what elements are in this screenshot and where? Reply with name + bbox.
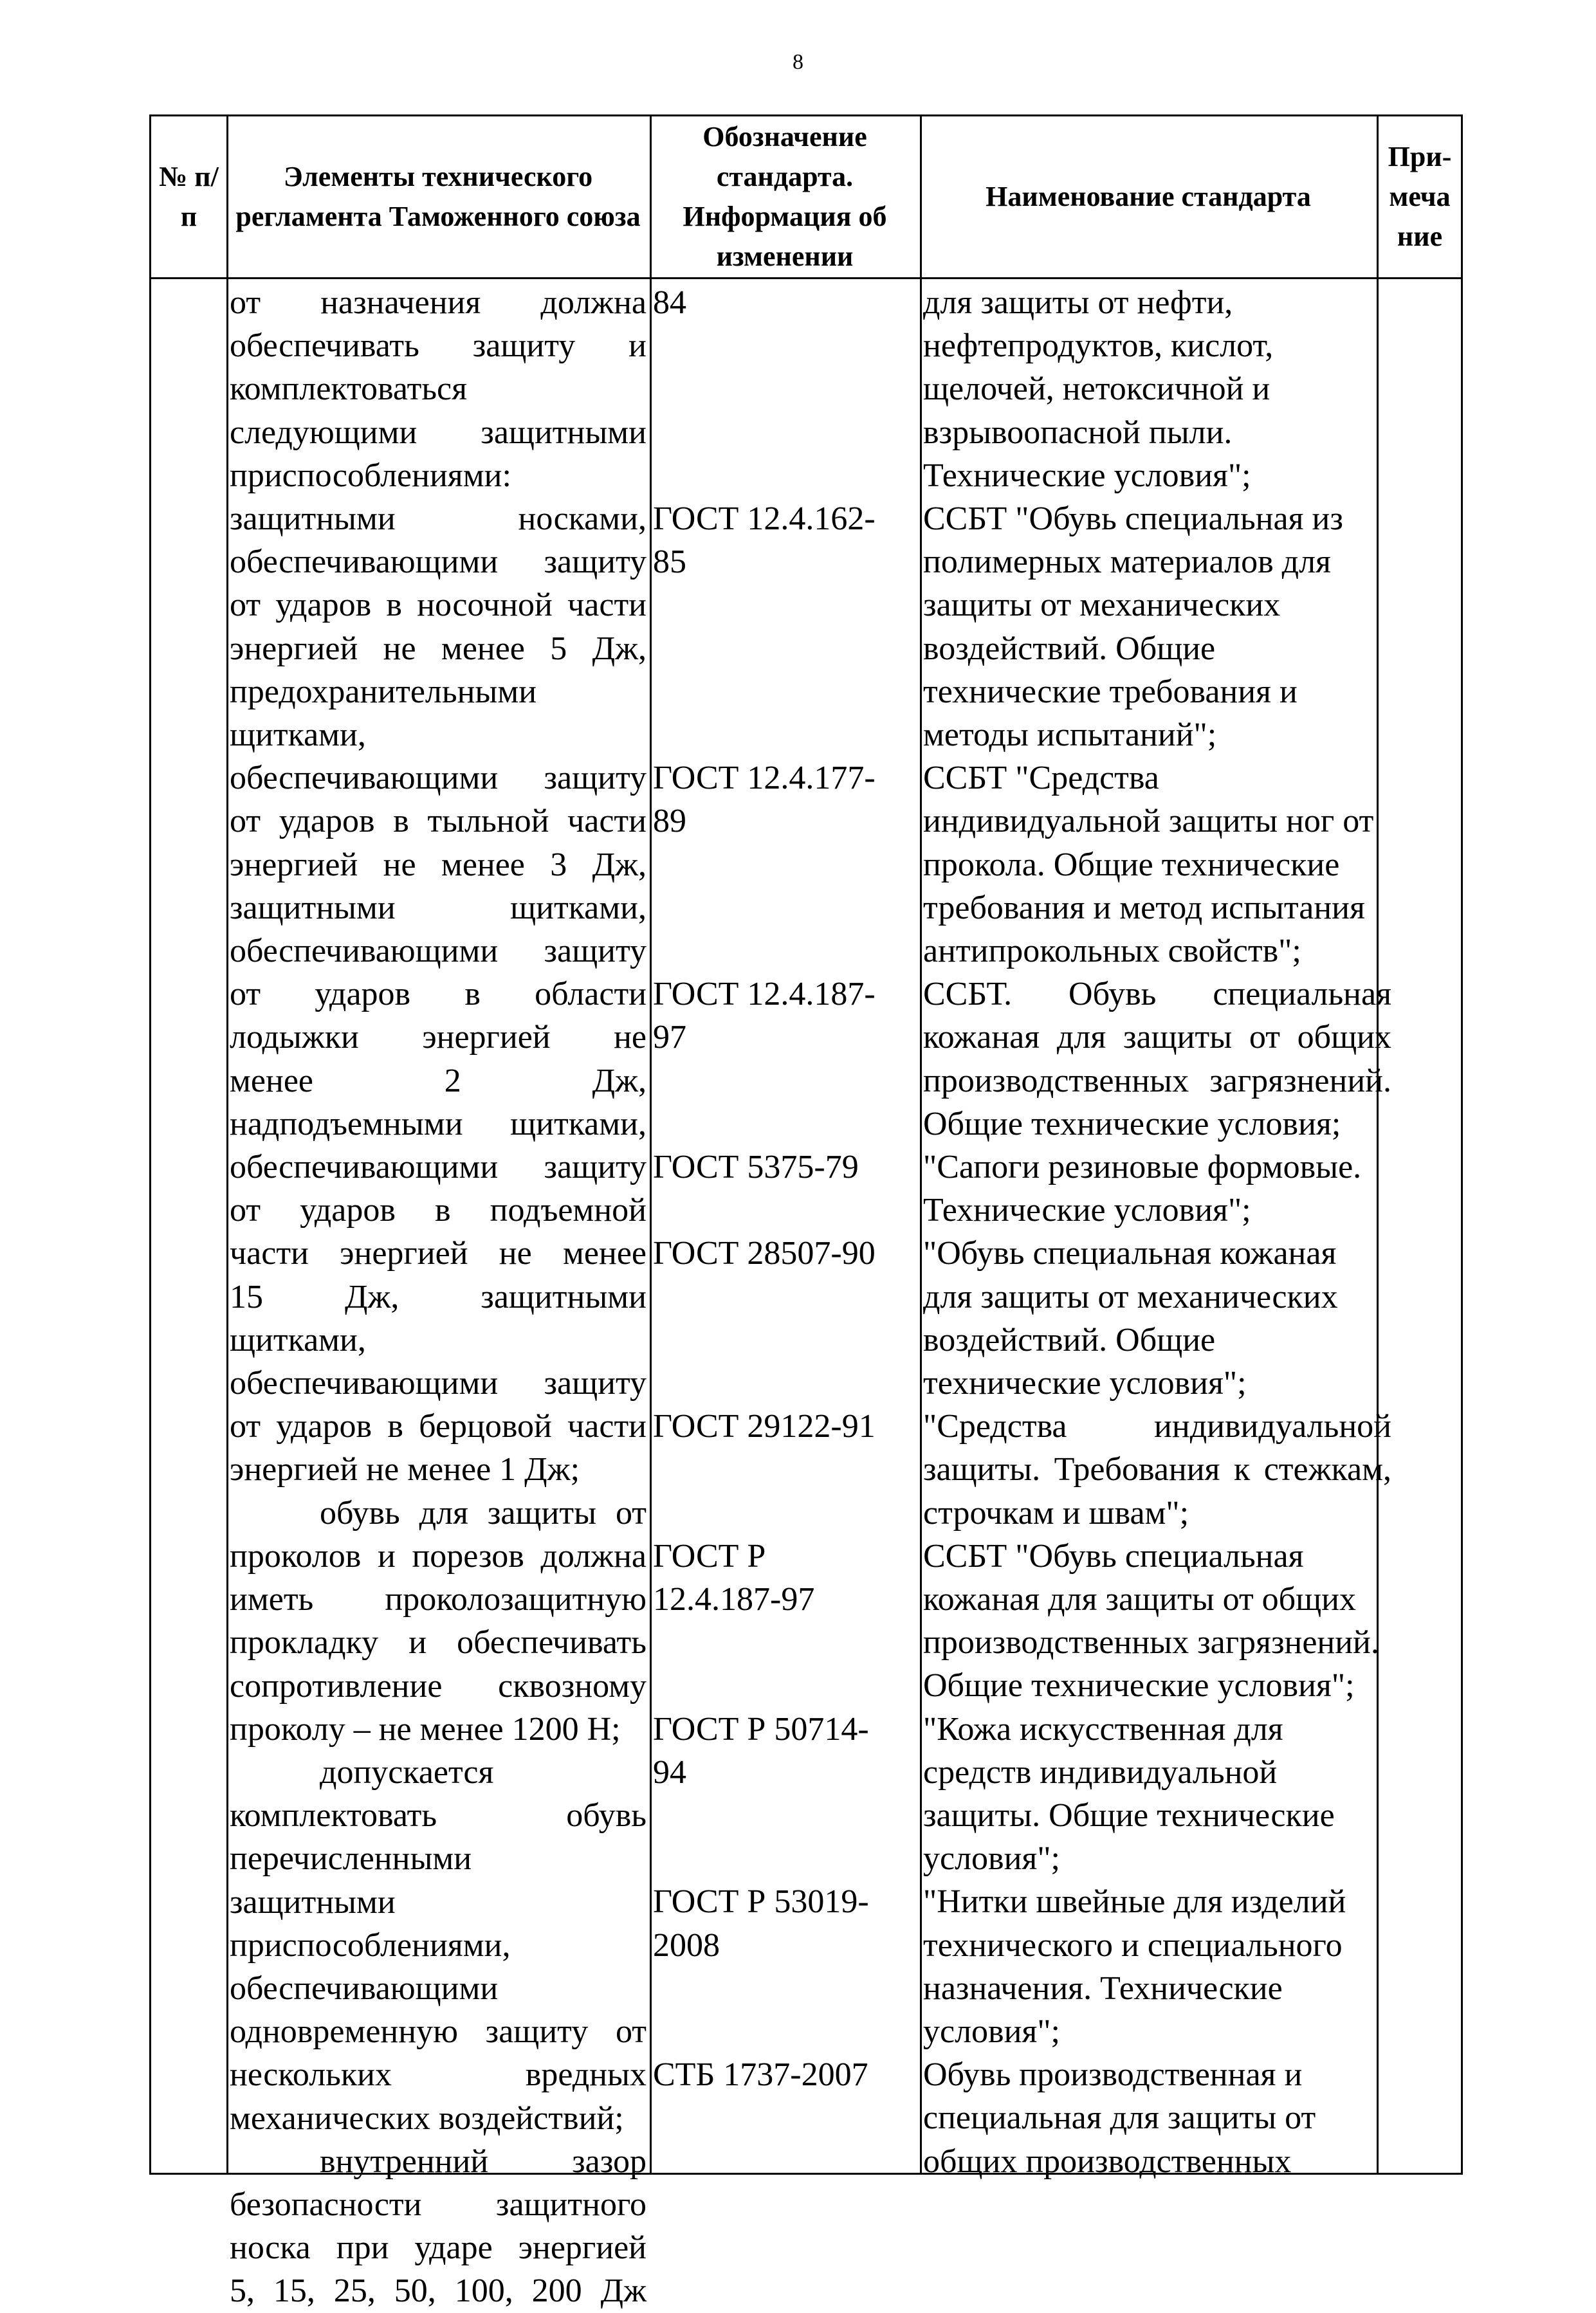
designation-line: ГОСТ Р 50714- [653, 1710, 869, 1748]
name-line: "Кожа искусственная для [923, 1710, 1283, 1748]
header-num: № п/п [159, 161, 219, 232]
designation-line: ГОСТ 5375-79 [653, 1149, 859, 1185]
element-text-line: нескольких вредных [230, 2056, 647, 2094]
element-text-line: проколов и порезов должна [230, 1537, 647, 1575]
element-text-line: лодыжки энергией не [230, 1019, 647, 1056]
name-line: методы испытаний"; [923, 717, 1217, 754]
name-line: технические требования и [923, 673, 1298, 710]
element-text-line: перечисленными [230, 1840, 472, 1878]
standard-name [923, 2053, 1391, 2183]
element-text-line: безопасности защитного [230, 2186, 647, 2223]
name-line: прокола. Общие технические [923, 846, 1340, 883]
designation-line: 94 [653, 1753, 686, 1791]
element-text-line: проколу – не менее 1200 Н; [230, 1710, 621, 1748]
name-line: "Обувь специальная кожаная [923, 1235, 1337, 1272]
standard-name [923, 1232, 1391, 1405]
column-divider [650, 116, 652, 2173]
header-divider [151, 277, 1461, 279]
element-text-line: следующими защитными [230, 414, 647, 451]
name-line: Обувь производственная и [923, 2056, 1303, 2094]
name-line: технические условия"; [923, 1365, 1247, 1402]
element-text-line: допускается [320, 1753, 494, 1791]
element-text-line: от назначения должна [230, 284, 647, 321]
name-line: кожаная для защиты от общих [923, 1019, 1391, 1056]
element-text-line: обеспечивающими [230, 1970, 499, 2007]
name-line: для защиты от механических [923, 1278, 1338, 1315]
standard-name [923, 973, 1391, 1146]
element-text-line: носка при ударе энергией [230, 2229, 647, 2267]
standard-designation [653, 1708, 869, 1794]
element-text-line: 5, 15, 25, 50, 100, 200 Дж [230, 2272, 647, 2310]
designation-line: ГОСТ 12.4.162- [653, 500, 876, 537]
name-line: полимерных материалов для [923, 544, 1331, 581]
element-text-line: защитными носками, [230, 500, 647, 538]
page-number: 8 [793, 50, 803, 74]
standard-designation [653, 1405, 876, 1448]
name-line: нефтепродуктов, кислот, [923, 327, 1274, 365]
standards-table [149, 114, 1463, 2310]
designation-line: 2008 [653, 1926, 720, 1964]
name-line: ССБТ "Обувь специальная из [923, 500, 1343, 537]
designation-line: 84 [653, 284, 686, 321]
element-text-line: обеспечивающими защиту [230, 1365, 647, 1402]
name-line: производственных загрязнений. [923, 1062, 1391, 1099]
element-text-line: обеспечивать защиту и [230, 327, 647, 365]
designation-line: 12.4.187-97 [653, 1581, 815, 1618]
element-text-line: комплектоваться [230, 370, 468, 408]
element-text-line: энергией не менее 5 Дж, [230, 630, 647, 667]
element-text-line: механических воздействий; [230, 2099, 624, 2137]
standard-name [923, 1535, 1391, 1708]
element-text-line: комплектовать обувь [230, 1797, 647, 1834]
standard-designation [653, 1232, 876, 1275]
designation-line: 89 [653, 803, 686, 840]
name-line: для защиты от нефти, [923, 284, 1233, 321]
name-line: взрывоопасной пыли. [923, 414, 1233, 451]
name-line: средств индивидуальной [923, 1753, 1278, 1791]
designation-line: ГОСТ 12.4.177- [653, 760, 876, 797]
name-line: Общие технические условия; [923, 1105, 1341, 1142]
element-text-line: 15 Дж, защитными [230, 1278, 647, 1315]
name-line: антипрокольных свойств"; [923, 933, 1301, 969]
element-text-line: от ударов в подъемной [230, 1192, 647, 1229]
name-line: специальная для защиты от [923, 2099, 1316, 2137]
element-text-line: от ударов в носочной части [230, 587, 647, 624]
column-divider [226, 116, 228, 2173]
designation-line: 85 [653, 544, 686, 581]
standard-designation [653, 756, 876, 843]
element-text-line: части энергией не менее [230, 1235, 647, 1272]
element-text-line: обувь для защиты от [320, 1494, 647, 1531]
name-line: Общие технические условия"; [923, 1667, 1355, 1705]
name-line: производственных загрязнений. [923, 1624, 1379, 1661]
name-line: "Нитки швейные для изделий [923, 1883, 1346, 1921]
designation-line: 97 [653, 1019, 686, 1056]
element-text-line: щитками, [230, 717, 366, 754]
element-text-line: защитными щитками, [230, 889, 647, 926]
standard-designation [653, 1535, 814, 1621]
name-line: ССБТ. Обувь специальная [923, 976, 1391, 1013]
elements-column [230, 281, 647, 2313]
name-line: индивидуальной защиты ног от [923, 803, 1374, 840]
name-line: кожаная для защиты от общих [923, 1581, 1357, 1618]
name-line: Технические условия"; [923, 1192, 1251, 1229]
name-line: назначения. Технические [923, 1970, 1283, 2007]
element-text-line: энергией не менее 1 Дж; [230, 1451, 580, 1488]
standard-designation [653, 281, 686, 324]
name-line: ССБТ "Обувь специальная [923, 1537, 1304, 1575]
element-text-line: от ударов в области [230, 976, 647, 1013]
name-line: ССБТ "Средства [923, 760, 1159, 797]
element-text-line: надподъемными щитками, [230, 1105, 647, 1142]
designation-line: ГОСТ 29122-91 [653, 1408, 876, 1445]
element-text-line: предохранительными [230, 673, 537, 710]
designation-line: ГОСТ 28507-90 [653, 1235, 876, 1272]
header-elements: Элементы технического регламента Таможенного союза [235, 161, 641, 232]
name-line: Технические условия"; [923, 457, 1251, 494]
designation-line: СТБ 1737-2007 [653, 2056, 868, 2094]
element-text-line: внутренний зазор [320, 2143, 647, 2180]
name-line: общих производственных [923, 2143, 1292, 2180]
name-line: защиты от механических [923, 587, 1281, 624]
standard-designation [653, 2053, 868, 2096]
standard-name [923, 1405, 1391, 1535]
standard-designation [653, 973, 876, 1059]
standard-name [923, 497, 1391, 756]
designation-line: ГОСТ 12.4.187- [653, 976, 876, 1013]
element-text-line: от ударов в берцовой части [230, 1408, 647, 1445]
element-text-line: приспособлениями: [230, 457, 511, 494]
element-text-line: одновременную защиту от [230, 2013, 647, 2051]
name-line: требования и метод испытания [923, 889, 1365, 926]
name-line: защиты. Общие технические [923, 1797, 1335, 1834]
element-text-line: щитками, [230, 1321, 366, 1358]
name-line: условия"; [923, 1840, 1061, 1878]
element-text-line: иметь проколозащитную [230, 1581, 647, 1618]
element-text-line: обеспечивающими защиту [230, 544, 647, 581]
name-line: воздействий. Общие [923, 1321, 1216, 1358]
designation-line: ГОСТ Р [653, 1537, 766, 1575]
element-text-line: обеспечивающими защиту [230, 760, 647, 797]
name-line: защиты. Требования к стежкам, [923, 1451, 1391, 1488]
header-name: Наименование стандарта [986, 181, 1311, 212]
standard-designation [653, 497, 876, 583]
name-line: "Сапоги резиновые формовые. [923, 1149, 1362, 1185]
header-note: При-меча ние [1388, 141, 1452, 252]
standard-designation [653, 1146, 859, 1189]
element-text-line: менее 2 Дж, [230, 1062, 647, 1099]
name-line: щелочей, нетоксичной и [923, 370, 1270, 408]
standard-name [923, 1146, 1391, 1232]
element-text-line: приспособлениями, [230, 1926, 511, 1964]
element-text-line: обеспечивающими защиту [230, 933, 647, 970]
standard-name [923, 1708, 1391, 1881]
element-text-line: от ударов в тыльной части [230, 803, 647, 840]
standard-name [923, 281, 1391, 497]
element-text-line: сопротивление сквозному [230, 1667, 647, 1705]
name-line: "Средства индивидуальной [923, 1408, 1391, 1445]
element-text-line: энергией не менее 3 Дж, [230, 846, 647, 883]
column-divider [920, 116, 922, 2173]
name-line: строчкам и швам"; [923, 1494, 1189, 1531]
name-line: условия"; [923, 2013, 1061, 2050]
header-designation: Обозначение стандарта. Информация об изменении [683, 121, 887, 272]
element-text-line: защитными [230, 1883, 396, 1921]
standard-designation [653, 1880, 869, 1966]
element-text-line: прокладку и обеспечивать [230, 1624, 647, 1661]
standard-name [923, 1880, 1391, 2053]
standard-name [923, 756, 1391, 973]
name-line: технического и специального [923, 1926, 1343, 1964]
element-text-line: обеспечивающими защиту [230, 1149, 647, 1186]
name-line: воздействий. Общие [923, 630, 1216, 667]
designation-line: ГОСТ Р 53019- [653, 1883, 869, 1921]
